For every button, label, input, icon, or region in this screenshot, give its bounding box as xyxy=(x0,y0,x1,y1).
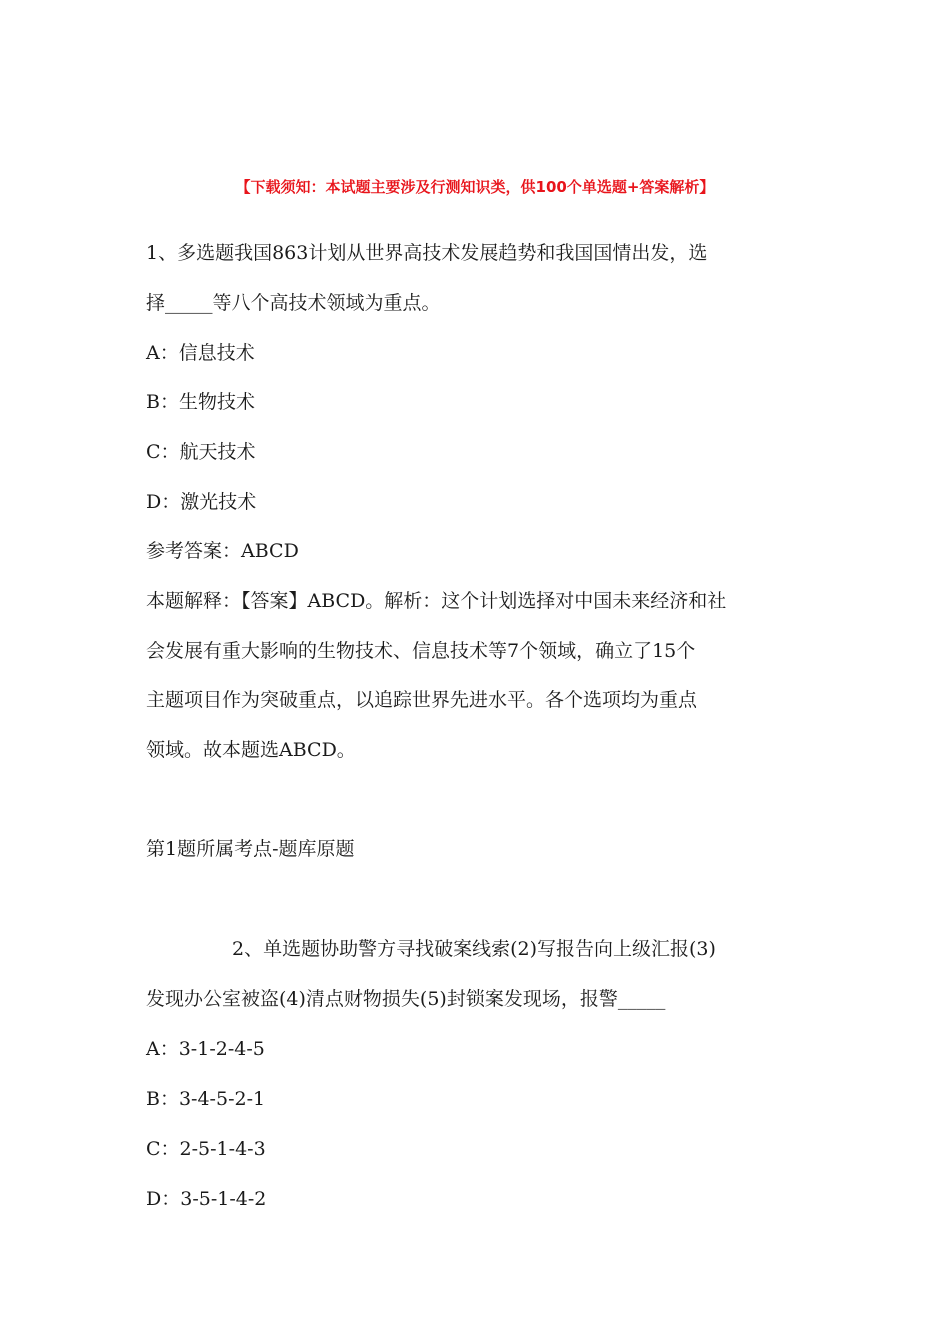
q1-source: 第1题所属考点-题库原题 xyxy=(146,838,355,860)
q2-option-d: D：3-5-1-4-2 xyxy=(146,1188,267,1210)
q1-option-a: A：信息技术 xyxy=(146,342,255,364)
download-notice: 【下载须知：本试题主要涉及行测知识类，供100个单选题+答案解析】 xyxy=(235,178,715,196)
q1-option-d: D：激光技术 xyxy=(146,491,257,513)
q2-stem-line-1: 2、单选题协助警方寻找破案线索(2)写报告向上级汇报(3) xyxy=(232,938,716,960)
q1-option-c: C：航天技术 xyxy=(146,441,256,463)
q1-option-b: B：生物技术 xyxy=(146,391,255,413)
q1-stem-line-1: 1、多选题我国863计划从世界高技术发展趋势和我国国情出发，选 xyxy=(146,242,708,264)
q1-explanation-line-1: 本题解释：【答案】ABCD。解析：这个计划选择对中国未来经济和社 xyxy=(146,590,727,612)
q1-explanation-line-2: 会发展有重大影响的生物技术、信息技术等7个领域，确立了15个 xyxy=(146,640,696,662)
q1-explanation-line-3: 主题项目作为突破重点，以追踪世界先进水平。各个选项均为重点 xyxy=(146,689,698,711)
q2-stem-line-2: 发现办公室被盗(4)清点财物损失(5)封锁案发现场，报警_____ xyxy=(146,988,666,1010)
q1-stem-line-2: 择_____等八个高技术领域为重点。 xyxy=(146,292,441,314)
q2-option-b: B：3-4-5-2-1 xyxy=(146,1088,266,1110)
q2-option-a: A：3-1-2-4-5 xyxy=(146,1038,265,1060)
q1-explanation-line-4: 领域。故本题选ABCD。 xyxy=(146,739,356,761)
q1-answer: 参考答案：ABCD xyxy=(146,540,299,562)
q2-option-c: C：2-5-1-4-3 xyxy=(146,1138,266,1160)
